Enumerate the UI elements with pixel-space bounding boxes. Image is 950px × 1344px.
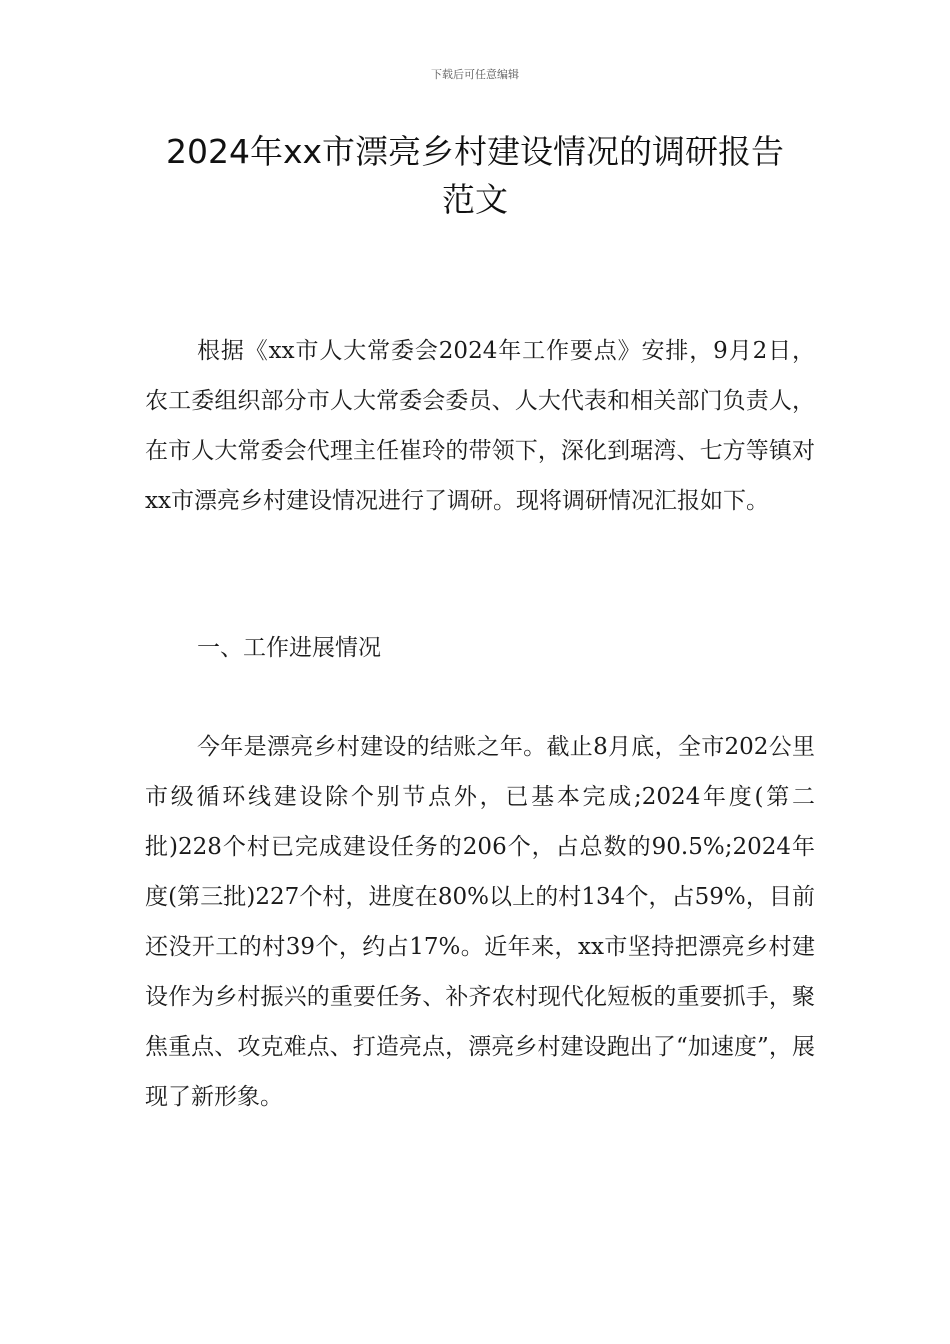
progress-paragraph: 今年是漂亮乡村建设的结账之年。截止8月底，全市202公里市级循环线建设除个别节点外，已基本完成;2024年度(第二批)228个村已完成建设任务的206个，占总数的90.5%;2024年度(第三批)227个村，进度在80%以上的村134个，占59%，目前还没开工的村39个，约占17%。近年来，xx市坚持把漂亮乡村建设作为乡村振兴的重要任务、补齐农村现代化短板的重要抓手，聚焦重点、攻克难点、打造亮点，漂亮乡村建设跑出了“加速度”，展现了新形象。 bbox=[145, 734, 815, 1110]
intro-paragraph: 根据《xx市人大常委会2024年工作要点》安排，9月2日，农工委组织部分市人大常委会委员、人大代表和相关部门负责人，在市人大常委会代理主任崔玲的带领下，深化到琚湾、七方等镇对xx市漂亮乡村建设情况进行了调研。现将调研情况汇报如下。 bbox=[145, 338, 815, 514]
title-line-2: 范文 bbox=[442, 180, 508, 219]
header-note: 下载后可任意编辑 bbox=[431, 68, 519, 81]
section-heading: 一、工作进展情况 bbox=[197, 635, 381, 661]
document-title bbox=[120, 128, 830, 224]
title-line-1: 2024年xx市漂亮乡村建设情况的调研报告 bbox=[165, 132, 785, 171]
